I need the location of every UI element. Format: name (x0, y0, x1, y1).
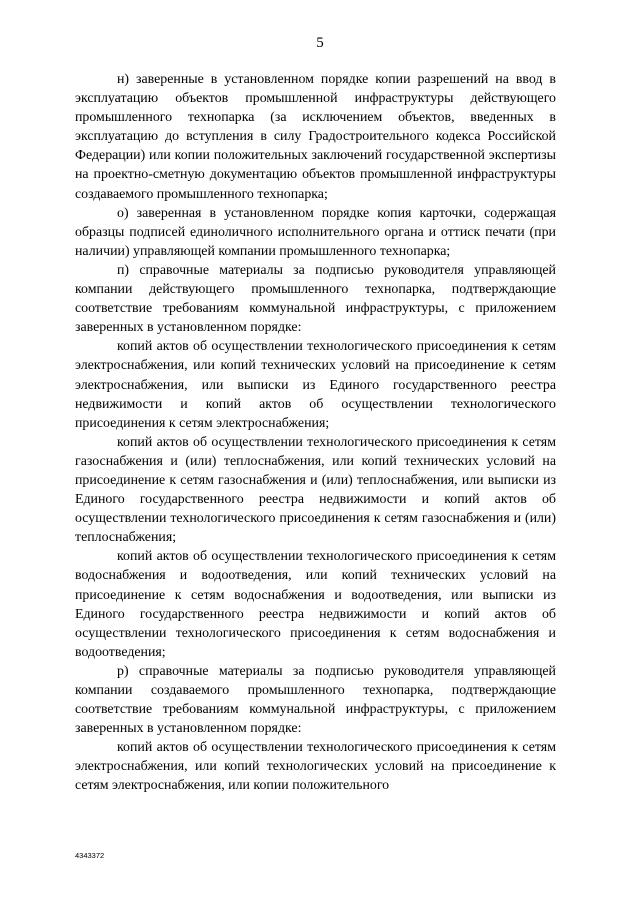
paragraph-r-electricity: копий актов об осуществлении технологического присоединения к сетям электроснабжения, или копий технологических условий на присоединение к сетям электроснабжения, или копии положительного (75, 740, 556, 794)
paragraph-n: н) заверенные в установленном порядке копии разрешений на ввод в эксплуатацию объектов промышленной инфраструктуры действующего промышленного технопарка (за исключением объектов, введенных в эксплуатацию до вступления в силу Градостроительного кодекса Российской Федерации) или копии положительных заключений государственной экспертизы на проектно-сметную документацию объектов промышленной инфраструктуры создаваемого промышленного технопарка; (75, 72, 556, 202)
paragraph-o: о) заверенная в установленном порядке копия карточки, содержащая образцы подписей единоличного исполнительного органа и оттиск печати (при наличии) управляющей компании промышленного технопарка; (75, 205, 556, 259)
paragraph-p-gas-heat: копий актов об осуществлении технологического присоединения к сетям газоснабжения и (или) теплоснабжения, или копий технических условий на присоединение к сетям газоснабжения и (или) теплоснабжения, или выписки из Единого государственного реестра недвижимости и копий актов об осуществлении технологического присоединения к сетям газоснабжения и (или) теплоснабжения; (75, 434, 556, 546)
document-code: 4343372 (75, 851, 105, 860)
document-body (75, 70, 556, 796)
paragraph-p-electricity: копий актов об осуществлении технологического присоединения к сетям электроснабжения, или копий технических условий на присоединение к сетям электроснабжения, или выписки из Единого государственного реестра недвижимости и копий актов об осуществлении технологического присоединения к сетям электроснабжения; (75, 339, 556, 431)
paragraph-p: п) справочные материалы за подписью руководителя управляющей компании действующего промышленного технопарка, подтверждающие соответствие требованиям коммунальной инфраструктуры, с приложением заверенных в установленном порядке: (75, 262, 556, 336)
page-number: 5 (316, 35, 324, 51)
paragraph-r: р) справочные материалы за подписью руководителя управляющей компании создаваемого промышленного технопарка, подтверждающие соответствие требованиям коммунальной инфраструктуры, с приложением заверенных в установленном порядке: (75, 663, 556, 737)
paragraph-p-water: копий актов об осуществлении технологического присоединения к сетям водоснабжения и водоотведения, или копий технических условий на присоединение к сетям водоснабжения и водоотведения, или выписки из Единого государственного реестра недвижимости и копий актов об осуществлении технологического присоединения к сетям водоснабжения и водоотведения; (75, 549, 556, 660)
